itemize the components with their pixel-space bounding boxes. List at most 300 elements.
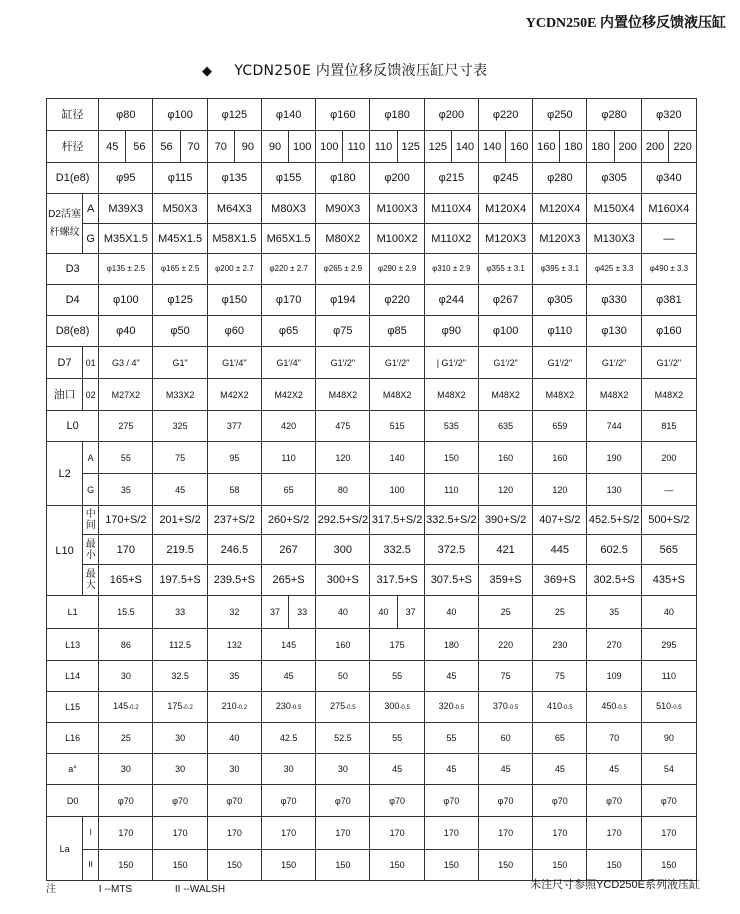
l14-cell: 109 [587, 661, 641, 692]
l2a-cell: 120 [316, 442, 370, 474]
rod-pair-cell [478, 131, 532, 163]
l2g-cell: — [641, 474, 696, 506]
la2-cell: 150 [533, 850, 587, 881]
d3-cell: φ220 ± 2.7 [261, 254, 315, 285]
l2a-cell: 75 [153, 442, 207, 474]
la2-cell: 150 [587, 850, 641, 881]
d0-cell: φ70 [261, 785, 315, 817]
l0-cell: 420 [261, 411, 315, 442]
d0-cell: φ70 [370, 785, 424, 817]
l2g-cell: 65 [261, 474, 315, 506]
l15-value: 410 [547, 701, 563, 711]
d2a-cell: M80X3 [261, 194, 315, 224]
row-bore [47, 99, 697, 131]
row-label: L14 [47, 661, 99, 692]
la1-cell: 170 [153, 817, 207, 850]
d2a-cell: M160X4 [641, 194, 696, 224]
d2a-cell: M100X3 [370, 194, 424, 224]
l15-value: 230 [275, 701, 291, 711]
row-label: D0 [47, 785, 99, 817]
l15-cell [478, 692, 532, 723]
l10-max-cell: 317.5+S [370, 565, 424, 596]
d2a-cell: M64X3 [207, 194, 261, 224]
d2g-cell: M58X1.5 [207, 224, 261, 254]
d3-cell: φ200 ± 2.7 [207, 254, 261, 285]
bore-cell: φ80 [99, 99, 153, 131]
d1-cell: φ245 [478, 163, 532, 194]
row-l1 [47, 596, 697, 629]
d8-cell: φ100 [478, 316, 532, 347]
l13-cell: 86 [99, 629, 153, 661]
l2a-cell: 140 [370, 442, 424, 474]
d2-label-top: D2活塞 [48, 208, 81, 220]
d0-cell: φ70 [316, 785, 370, 817]
rod-cell: 90 [241, 140, 255, 153]
l14-cell: 75 [533, 661, 587, 692]
d3-cell: φ310 ± 2.9 [424, 254, 478, 285]
row-label: 缸径 [47, 99, 99, 131]
d8-cell: φ130 [587, 316, 641, 347]
d2a-cell: M150X4 [587, 194, 641, 224]
rod-cell: 56 [153, 131, 180, 162]
d2a-cell: M120X4 [533, 194, 587, 224]
d2g-cell: M65X1.5 [261, 224, 315, 254]
l10-mid-cell: 407+S/2 [533, 506, 587, 535]
l2g-cell: 130 [587, 474, 641, 506]
a-cell: 45 [424, 754, 478, 785]
page-header: YCDN250E 内置位移反馈液压缸 [525, 16, 726, 31]
d8-cell: φ110 [533, 316, 587, 347]
a-cell: 30 [261, 754, 315, 785]
d1-cell: φ180 [316, 163, 370, 194]
l13-cell: 230 [533, 629, 587, 661]
l14-cell: 45 [261, 661, 315, 692]
d7-01-cell: G1′/4" [207, 347, 261, 379]
row-l10-max [47, 565, 697, 596]
d0-cell: φ70 [478, 785, 532, 817]
d1-cell: φ135 [207, 163, 261, 194]
row-d3 [47, 254, 697, 285]
l16-cell: 70 [587, 723, 641, 754]
d7-02-cell: M48X2 [641, 379, 696, 411]
l15-tolerance: -0.5 [507, 705, 519, 711]
reference-note: 未注尺寸参照YCD250E系列液压缸 [530, 879, 700, 891]
sub-key: 中间 [83, 506, 99, 535]
la2-cell: 150 [641, 850, 696, 881]
d4-cell: φ194 [316, 285, 370, 316]
d3-cell: φ425 ± 3.3 [587, 254, 641, 285]
l15-value: 320 [438, 701, 454, 711]
l15-cell [370, 692, 424, 723]
l1-cell: 15.5 [99, 596, 153, 629]
d1-cell: φ305 [587, 163, 641, 194]
l10-mid-cell: 332.5+S/2 [424, 506, 478, 535]
row-label: L16 [47, 723, 99, 754]
row-l10-mid [47, 506, 697, 535]
d8-cell: φ85 [370, 316, 424, 347]
l10-min-cell: 445 [533, 535, 587, 565]
d4-cell: φ244 [424, 285, 478, 316]
la2-cell: 150 [153, 850, 207, 881]
d1-cell: φ115 [153, 163, 207, 194]
l10-min-cell: 565 [641, 535, 696, 565]
l2g-cell: 45 [153, 474, 207, 506]
l10-mid-cell: 292.5+S/2 [316, 506, 370, 535]
l14-cell: 55 [370, 661, 424, 692]
l15-cell [316, 692, 370, 723]
la2-cell: 150 [370, 850, 424, 881]
d7-02-cell: M48X2 [587, 379, 641, 411]
sub-key: 最小 [83, 535, 99, 565]
bore-cell: φ160 [316, 99, 370, 131]
sub-key: I [83, 817, 99, 850]
rod-cell: 160 [509, 140, 529, 153]
l13-cell: 160 [316, 629, 370, 661]
l15-cell [99, 692, 153, 723]
l0-cell: 325 [153, 411, 207, 442]
d8-cell: φ60 [207, 316, 261, 347]
l10-mid-cell: 201+S/2 [153, 506, 207, 535]
row-label: D3 [47, 254, 99, 285]
l15-tolerance: -0.5 [562, 705, 573, 711]
l14-cell: 110 [641, 661, 696, 692]
d8-cell: φ90 [424, 316, 478, 347]
l15-cell [533, 692, 587, 723]
d7-02-cell: M27X2 [99, 379, 153, 411]
la1-cell: 170 [99, 817, 153, 850]
l2g-cell: 100 [370, 474, 424, 506]
l10-min-cell: 421 [478, 535, 532, 565]
l15-tolerance: -0.2 [236, 705, 248, 711]
l2a-cell: 190 [587, 442, 641, 474]
a-cell: 45 [478, 754, 532, 785]
l15-tolerance: -0.5 [616, 705, 627, 711]
d2g-cell: M35X1.5 [99, 224, 153, 254]
l15-tolerance: -0.2 [128, 705, 139, 711]
l15-cell [153, 692, 207, 723]
l0-cell: 635 [478, 411, 532, 442]
rod-cell: 110 [347, 140, 366, 153]
row-l2g [47, 474, 697, 506]
rod-pair-cell [533, 131, 587, 163]
l2g-cell: 80 [316, 474, 370, 506]
d7-01-cell: G3 / 4" [99, 347, 153, 379]
d2a-cell: M90X3 [316, 194, 370, 224]
d7-02-cell: M48X2 [316, 379, 370, 411]
l10-mid-cell: 452.5+S/2 [587, 506, 641, 535]
l10-mid-cell: 170+S/2 [99, 506, 153, 535]
row-l15 [47, 692, 697, 723]
l15-cell [424, 692, 478, 723]
l2a-cell: 200 [641, 442, 696, 474]
l16-cell: 90 [641, 723, 696, 754]
d2g-cell: M110X2 [424, 224, 478, 254]
d2a-cell: M110X4 [424, 194, 478, 224]
la1-cell: 170 [641, 817, 696, 850]
rod-pair-cell [587, 131, 641, 163]
l15-value: 510 [656, 701, 672, 711]
l0-cell: 377 [207, 411, 261, 442]
row-d2a [47, 194, 697, 224]
rod-cell: 110 [370, 131, 397, 162]
la2-cell: 150 [478, 850, 532, 881]
rod-cell: 180 [587, 131, 614, 162]
row-l14 [47, 661, 697, 692]
d2a-cell: M50X3 [153, 194, 207, 224]
bore-cell: φ125 [207, 99, 261, 131]
la1-cell: 170 [261, 817, 315, 850]
row-a [47, 754, 697, 785]
la1-cell: 170 [587, 817, 641, 850]
d0-cell: φ70 [99, 785, 153, 817]
l13-cell: 132 [207, 629, 261, 661]
rod-cell: 220 [673, 140, 692, 153]
l15-cell [261, 692, 315, 723]
sub-key: 最大 [83, 565, 99, 596]
d7-01-cell: G1′/2" [316, 347, 370, 379]
l15-tolerance: -0.5 [399, 705, 410, 711]
sub-key: G [83, 224, 99, 254]
l1-cell: 25 [478, 596, 532, 629]
l2a-cell: 160 [533, 442, 587, 474]
d3-cell: φ355 ± 3.1 [478, 254, 532, 285]
d8-cell: φ50 [153, 316, 207, 347]
d4-cell: φ330 [587, 285, 641, 316]
row-l16 [47, 723, 697, 754]
l13-cell: 295 [641, 629, 696, 661]
l10-min-cell: 300 [316, 535, 370, 565]
d7-01-cell: | G1′/2" [424, 347, 478, 379]
d7-01-cell: G1′/2" [478, 347, 532, 379]
rod-pair-cell [207, 131, 261, 163]
d4-cell: φ305 [533, 285, 587, 316]
d1-cell: φ95 [99, 163, 153, 194]
row-d8 [47, 316, 697, 347]
l15-cell [641, 692, 696, 723]
note-walsh: II --WALSH [174, 884, 226, 895]
l14-cell: 32.5 [153, 661, 207, 692]
d1-cell: φ280 [533, 163, 587, 194]
la1-cell: 170 [370, 817, 424, 850]
rod-cell: 125 [425, 131, 452, 162]
la2-cell: 150 [99, 850, 153, 881]
l16-cell: 52.5 [316, 723, 370, 754]
l2g-cell: 58 [207, 474, 261, 506]
l14-cell: 35 [207, 661, 261, 692]
l10-mid-cell: 390+S/2 [478, 506, 532, 535]
d2g-cell: M45X1.5 [153, 224, 207, 254]
bore-cell: φ200 [424, 99, 478, 131]
row-label: D7 [47, 347, 83, 379]
d2g-cell: — [641, 224, 696, 254]
d7-02-cell: M48X2 [533, 379, 587, 411]
rod-cell: 160 [533, 131, 560, 162]
row-l0 [47, 411, 697, 442]
l16-cell: 60 [478, 723, 532, 754]
a-cell: 45 [370, 754, 424, 785]
l0-cell: 275 [99, 411, 153, 442]
la2-cell: 150 [424, 850, 478, 881]
l10-max-cell: 197.5+S [153, 565, 207, 596]
d7-01-cell: G1′/2" [641, 347, 696, 379]
d8-cell: φ40 [99, 316, 153, 347]
d3-cell: φ395 ± 3.1 [533, 254, 587, 285]
rod-cell: 56 [133, 140, 146, 153]
bore-cell: φ320 [641, 99, 696, 131]
bore-cell: φ180 [370, 99, 424, 131]
d0-cell: φ70 [587, 785, 641, 817]
d4-cell: φ267 [478, 285, 532, 316]
l2g-cell: 120 [533, 474, 587, 506]
l15-value: 370 [492, 701, 508, 711]
bore-cell: φ250 [533, 99, 587, 131]
l1-cell: 33 [297, 607, 308, 617]
l2a-cell: 55 [99, 442, 153, 474]
l10-min-cell: 372.5 [424, 535, 478, 565]
row-la1 [47, 817, 697, 850]
d2g-cell: M130X3 [587, 224, 641, 254]
l16-cell: 55 [424, 723, 478, 754]
title-text: YCDN250E 内置位移反馈液压缸尺寸表 [234, 63, 488, 79]
l2a-cell: 95 [207, 442, 261, 474]
rod-cell: 125 [401, 140, 420, 153]
row-l10-min [47, 535, 697, 565]
l1-cell: 40 [424, 596, 478, 629]
l15-tolerance: -0.5 [453, 705, 465, 711]
d7-02-cell: M48X2 [424, 379, 478, 411]
l1-cell: 40 [641, 596, 696, 629]
bore-cell: φ140 [261, 99, 315, 131]
d7-01-cell: G1′/2" [587, 347, 641, 379]
d4-cell: φ100 [99, 285, 153, 316]
l14-cell: 75 [478, 661, 532, 692]
l15-value: 275 [330, 701, 346, 711]
row-label: L2 [47, 442, 83, 506]
l0-cell: 659 [533, 411, 587, 442]
l1-cell: 35 [587, 596, 641, 629]
l10-min-cell: 246.5 [207, 535, 261, 565]
dimension-table [46, 98, 697, 881]
d8-cell: φ75 [316, 316, 370, 347]
diamond-icon: ◆ [202, 64, 213, 79]
row-label: L15 [47, 692, 99, 723]
l15-tolerance: -0.5 [290, 705, 302, 711]
l10-max-cell: 435+S [641, 565, 696, 596]
la1-cell: 170 [533, 817, 587, 850]
l15-value: 175 [167, 701, 183, 711]
row-label: D8(e8) [47, 316, 99, 347]
rod-cell: 100 [316, 131, 343, 162]
l0-cell: 535 [424, 411, 478, 442]
footnote [46, 880, 265, 895]
d3-cell: φ265 ± 2.9 [316, 254, 370, 285]
l15-value: 450 [601, 701, 617, 711]
d2-label-bottom: 杆螺纹 [49, 226, 80, 238]
note-label: 注 [46, 884, 56, 895]
row-d1 [47, 163, 697, 194]
l10-max-cell: 369+S [533, 565, 587, 596]
d7-02-cell: M42X2 [207, 379, 261, 411]
l10-min-cell: 219.5 [153, 535, 207, 565]
l10-min-cell: 332.5 [370, 535, 424, 565]
l13-cell: 180 [424, 629, 478, 661]
row-d4 [47, 285, 697, 316]
d4-cell: φ125 [153, 285, 207, 316]
l15-cell [587, 692, 641, 723]
rod-pair-cell [316, 131, 370, 163]
l10-mid-cell: 260+S/2 [261, 506, 315, 535]
la2-cell: 150 [261, 850, 315, 881]
rod-cell: 140 [479, 131, 506, 162]
d7-02-cell: M48X2 [370, 379, 424, 411]
l10-mid-cell: 237+S/2 [207, 506, 261, 535]
a-cell: 30 [99, 754, 153, 785]
l10-min-cell: 602.5 [587, 535, 641, 565]
row-d7-01 [47, 347, 697, 379]
a-cell: 30 [207, 754, 261, 785]
rod-pair-cell [261, 131, 315, 163]
d3-cell: φ290 ± 2.9 [370, 254, 424, 285]
d2a-cell: M120X4 [478, 194, 532, 224]
l0-cell: 475 [316, 411, 370, 442]
l1-cell: 37 [405, 607, 416, 617]
rod-cell: 140 [455, 140, 475, 153]
a-cell: 45 [533, 754, 587, 785]
rod-cell: 200 [642, 131, 670, 162]
la1-cell: 170 [207, 817, 261, 850]
l10-max-cell: 307.5+S [424, 565, 478, 596]
d8-cell: φ65 [261, 316, 315, 347]
l10-max-cell: 300+S [316, 565, 370, 596]
l16-cell: 55 [370, 723, 424, 754]
l1-cell: 37 [262, 596, 289, 628]
d1-cell: φ340 [641, 163, 696, 194]
row-l2a [47, 442, 697, 474]
sub-key: 01 [83, 347, 99, 379]
row-l13 [47, 629, 697, 661]
bore-cell: φ100 [153, 99, 207, 131]
l2g-cell: 120 [478, 474, 532, 506]
l10-max-cell: 265+S [261, 565, 315, 596]
l0-cell: 815 [641, 411, 696, 442]
l10-max-cell: 359+S [478, 565, 532, 596]
l14-cell: 30 [99, 661, 153, 692]
l0-cell: 744 [587, 411, 641, 442]
row-d2g [47, 224, 697, 254]
rod-pair-cell [153, 131, 207, 163]
d7-01-cell: G1′/2" [533, 347, 587, 379]
l10-max-cell: 165+S [99, 565, 153, 596]
d0-cell: φ70 [207, 785, 261, 817]
rod-cell: 100 [292, 140, 312, 153]
l1-pair-cell [370, 596, 424, 629]
d8-cell: φ160 [641, 316, 696, 347]
l15-tolerance: -0.5 [671, 705, 682, 711]
d1-cell: φ215 [424, 163, 478, 194]
d2g-cell: M80X2 [316, 224, 370, 254]
rod-cell: 180 [564, 140, 583, 153]
row-label: 油口 [47, 379, 83, 411]
l2a-cell: 160 [478, 442, 532, 474]
l13-cell: 220 [478, 629, 532, 661]
l14-cell: 50 [316, 661, 370, 692]
d2g-cell: M120X3 [478, 224, 532, 254]
d4-cell: φ220 [370, 285, 424, 316]
bore-cell: φ220 [478, 99, 532, 131]
l15-value: 145 [113, 701, 129, 711]
a-cell: 54 [641, 754, 696, 785]
sub-key: 02 [83, 379, 99, 411]
